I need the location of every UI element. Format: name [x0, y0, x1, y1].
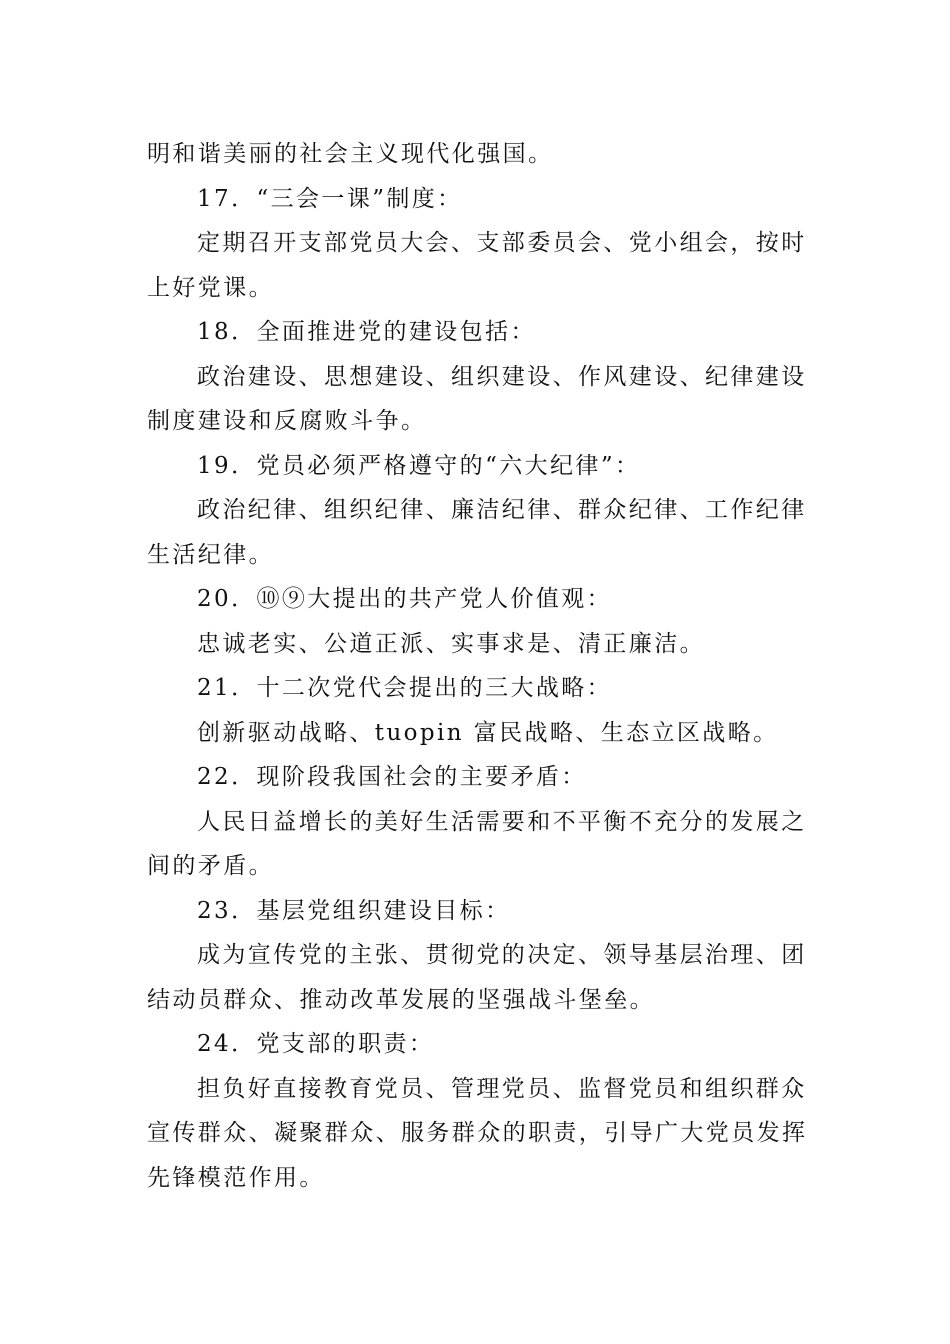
section-heading-21: 21．十二次党代会提出的三大战略： [197, 675, 613, 701]
paragraph-line: 成为宣传党的主张、贯彻党的决定、领导基层治理、团 [197, 942, 807, 968]
section-heading-17: 17．“三会一课”制度： [197, 185, 463, 212]
section-heading-24: 24．党支部的职责： [197, 1031, 435, 1057]
paragraph-continuation-line: 先锋模范作用。 [147, 1164, 325, 1191]
section-heading-23: 23．基层党组织建设目标： [197, 897, 511, 924]
paragraph-continuation-line: 结动员群众、推动改革发展的坚强战斗堡垒。 [147, 986, 655, 1013]
paragraph-continuation-line: 上好党课。 [147, 274, 274, 301]
section-heading-18: 18．全面推进党的建设包括： [197, 319, 536, 345]
paragraph-line: 政治纪律、组织纪律、廉洁纪律、群众纪律、工作纪律 [197, 497, 807, 523]
section-heading-20: 20．⑩⑨大提出的共产党人价值观： [197, 586, 613, 612]
paragraph-continuation-line: 生活纪律。 [147, 541, 274, 568]
section-heading-19: 19．党员必须严格遵守的“六大纪律”： [197, 452, 641, 479]
section-heading-22: 22．现阶段我国社会的主要矛盾： [197, 764, 587, 790]
paragraph-line: 定期召开支部党员大会、支部委员会、党小组会，按时 [197, 230, 807, 256]
paragraph-continuation-line: 制度建设和反腐败斗争。 [147, 408, 427, 434]
paragraph-line: 忠诚老实、公道正派、实事求是、清正廉洁。 [197, 630, 705, 657]
paragraph-continuation-line: 宣传群众、凝聚群众、服务群众的职责，引导广大党员发挥 [147, 1120, 808, 1146]
document-body [147, 132, 811, 1200]
paragraph-line: 担负好直接教育党员、管理党员、监督党员和组织群众 [197, 1075, 807, 1102]
paragraph-continuation-line: 间的矛盾。 [147, 853, 274, 879]
paragraph-continuation-line: 明和谐美丽的社会主义现代化强国。 [147, 141, 554, 167]
paragraph-line: 人民日益增长的美好生活需要和不平衡不充分的发展之 [197, 808, 807, 835]
paragraph-line: 创新驱动战略、tuopin 富民战略、生态立区战略。 [197, 719, 779, 746]
paragraph-line: 政治建设、思想建设、组织建设、作风建设、纪律建设 [197, 363, 807, 390]
